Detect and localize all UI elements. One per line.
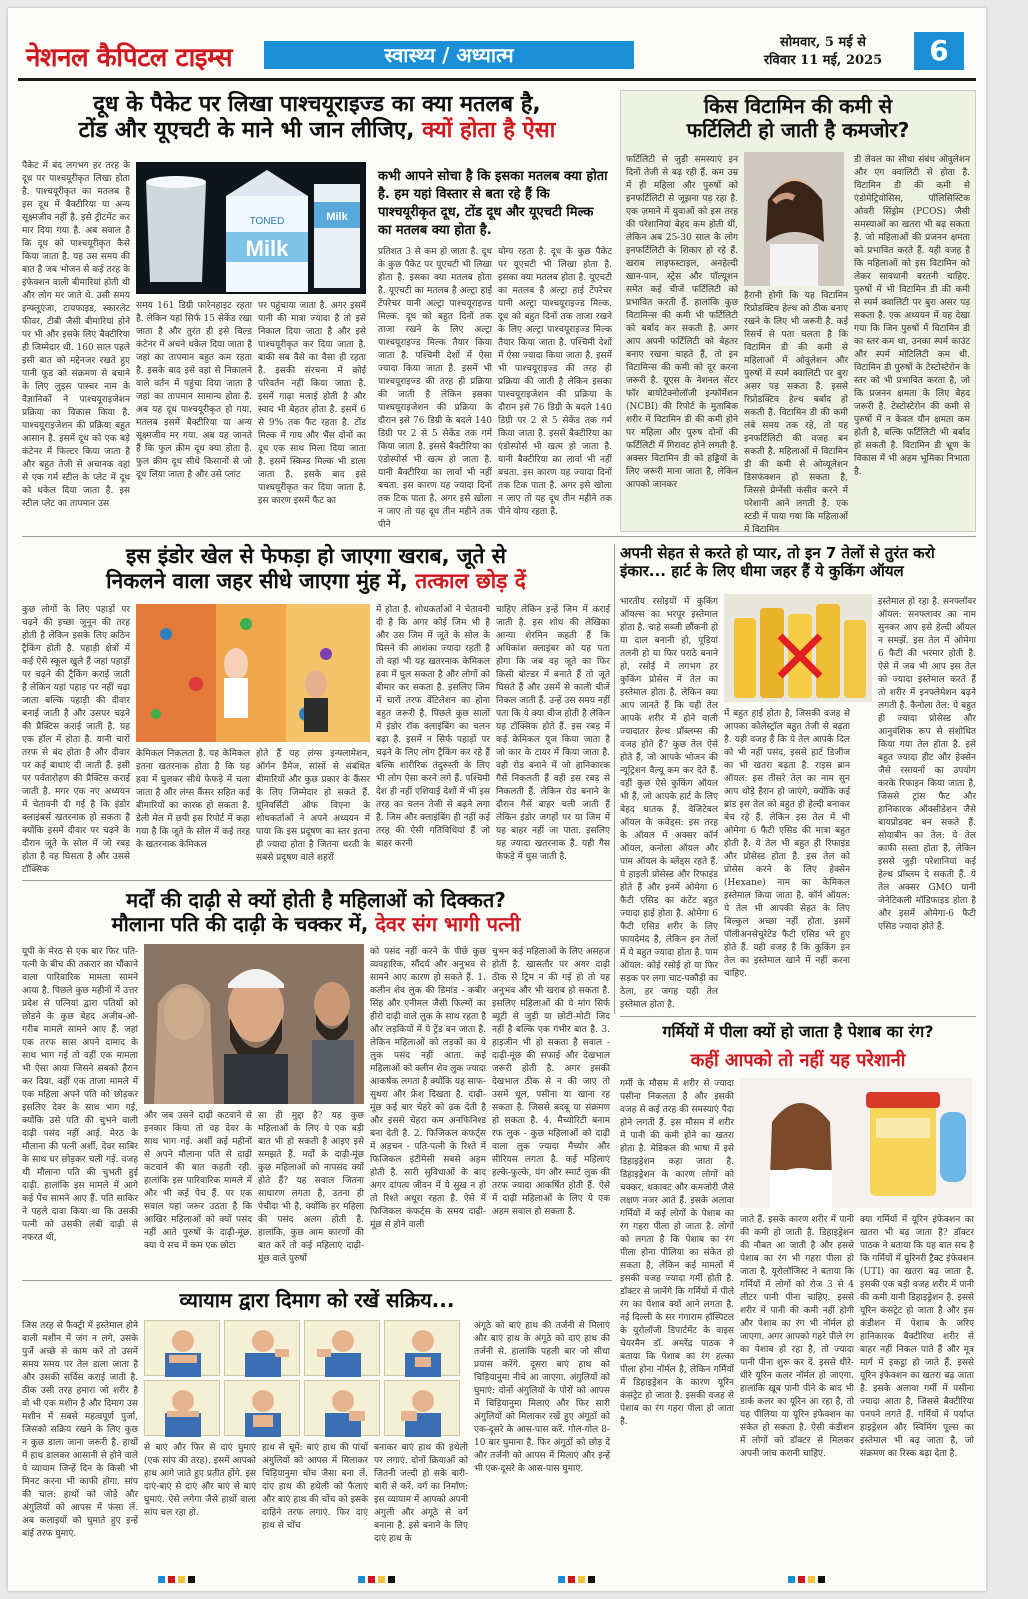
oils-col1: भारतीय रसोइयों में कुकिंग ऑयल्स का भरपूर इस्तेमाल होता है. चाहे सब्जी छौंकनी हो या दाल बनानी हो, पूड़ियां तलनी हो या फिर पराठे बनाने हो, रसोई में लगभग हर कुकिंग प्रोसेस में तेल का इस्तेमाल होता है. लेकिन क्या आप जानते हैं कि यही तेल आपके शरीर में होने वाली ज्यादातर हेल्थ प्रॉब्लम्स की वजह होते हैं? कुछ तेल ऐसे होते हैं, जो आपके भोजन की न्यूट्रिशन वैल्यू कम कर देते हैं. वहीं कुछ ऐसे कुकिंग ऑयल भी हैं, जो आपके हार्ट के लिए बेहद घातक हैं. वेजिटेबल ऑयल के कवेड्स: इस तरह के ऑयल में अक्सर कॉर्न ऑयल, कनोला ऑयल और पाम ऑयल के ब्लेंड्स रहते हैं. ये हाइली प्रोसेस्ड और रिफाइंड होते हैं और इनमें ओमेगा 6 फैटी एसिड का कंटेंट बहुत ज्यादा हाई होता है. ओमेगा 6 फैटी एसिड शरीर के लिए फायदेमंद है, लेकिन इन तेलों में ये बहुत ज्यादा होता है. पाम ऑयल: कोई रसोई हो या फिर सड़क पर लगा चाट-पकौड़ी का ठेला, हर जगह यही तेल इस्तेमाल होता है. bbox=[620, 597, 718, 1010]
beard-col2: और जब उसने दाढ़ी कटवाने से इनकार किया तो वह देवर के साथ भाग गई. अर्शी कई महीनों से अपने मौलाना पति से दाढ़ी कटवाने की बात कहती रही. हालांकि इस पारिवारिक मामले में और भी कई पेच हैं. पर एक सवाल यहां जरूर उठता है कि आखिर महिलाओं को क्यों पसंद नहीं आते पुरुषों के दाढ़ी-मूंछ. क्या ये सच में कम एक छोटा bbox=[144, 1111, 252, 1251]
exercise-figure-1 bbox=[144, 1320, 220, 1376]
section-title: स्वास्थ्य / अध्यात्म bbox=[264, 41, 634, 69]
vitamin-col3: डी लेवल का सीधा संबंध ओवुलेशन और एग क्वालिटी से होता है. विटामिन डी की कमी से एंडोमेट्रियोसिस, पॉलिसिस्टिक ओवरी सिंड्रोम (PCOS) जैसी समस्याओं का खतरा भी बढ़ सकता है. जो महिलाओं की प्रजनन क्षमता को प्रभावित करते हैं. यही वजह है कि महिलाओं को इस विटामिन को लेकर सावधानी बरतनी चाहिए. पुरुषों में भी विटामिन डी की कमी से स्पर्म क्वालिटी पर बुरा असर पड़ सकता है. एक अध्ययन में यह देखा गया कि जिन पुरुषों में विटामिन डी का स्तर कम था, उनका स्पर्म काउंट और स्पर्म मोटिलिटी कम थी. विटामिन डी पुरुषों के टेस्टोस्टेरोन के स्तर को भी प्रभावित करता है, जो कि प्रजनन क्षमता के लिए बेहद जरूरी है. टेस्टोस्टेरोन की कमी से पुरुषों में न केवल यौन क्षमता कम होती है, बल्कि फर्टिलिटी भी बर्बाद हो सकती है. विटामिन डी भ्रूण के विकास में भी अहम भूमिका निभाता है. bbox=[854, 155, 970, 477]
vitamin-headline-line2: फर्टिलिटी हो जाती है कमजोर? bbox=[686, 118, 910, 142]
milk-col1: पैकेट में बंद लगभग हर तरह के दूध पर पाश्चयूरीकृत लिखा होता है. पाश्चयूरीकृत का मतलब है इस दूध में बैक्टीरिया या अन्य सूक्ष्मजीव नहीं है. इसे ट्रीटमेंट कर मार दिया गया है. अब सवाल है कि दूध को पाश्चयूरीकृत कैसे किया जाता है. यह उस समय की बात है जब भोजन से कई तरह के इंफेक्शन वाली बीमारियां होती थी और लोग मर जाते थे. उसी समय इन्फ्लूएंजा, टायफाइड, स्कारलेट फीवर, टीबी जैसी बीमारियां होने पर भी और इसके लिए बैक्टीरिया ही जिम्मेदार थी. 160 साल पहले इसी बात को मद्देनजर रखते हुए पानी फूड को संक्रमण से बचाने के लिए लुइस पास्चर नाम के वैज्ञानिकों ने पाश्चयूराइजेशन प्रक्रिया का विकास किया है. पाश्चयूराइजेशन की प्रक्रिया बहुत आसान है. इसमें दूध को एक बड़े कंटेनर में फिल्टर किया जाता है और बहुत तेजी से अचानक वहां से एक गर्म स्टील के प्लेट में दूध को धकेल दिया जाता है. इस स्टील प्लेट का तापमान उस bbox=[22, 161, 130, 509]
exercise-figure-6 bbox=[224, 1380, 300, 1436]
milk-col2: समय 161 डिग्री फारेनहाइट रहता है. लेकिन यहां सिर्फ 15 सेकेंड रखा जाता है और तुरंत ही इसे चिल्ड कंटेनर में अचने धकेल दिया जाता है जहां का तापमान बहुत कम रहता है. इसके बाद इसे वहां से निकालने वाले वर्तन में पहुंचा दिया जाता है जहां का तापमान सामान्य होता है. अब यह दूध पाश्चयूरीकृत हो गया. मतलब इसमें बैक्टीरिया या अन्य सूक्ष्मजीव मर गया. अब यह जानते हैं कि फुल क्रीम दूध क्या होता है. फुल क्रीम दूध सीधे किसानों से जो दूध लिया जाता है और उसे प्लांट bbox=[136, 301, 252, 480]
beard-headline-line2: मौलाना पति की दाढ़ी के चक्कर में, देवर संग भागी पत्नी bbox=[111, 912, 521, 936]
milk-col3: पर पहुंचाया जाता है. अगर इसमें पानी की मात्रा ज्यादा है तो इसे निकाल दिया जाता है और इसे पाश्चयूरीकृत कर दिया जाता है. बाकी सब वैसे का वैसा ही रहता है. इसकी संरचना में कोई परिवर्तन नहीं किया जाता है. इसमें गाढ़ा मलाई होती है और स्वाद भी बेहतर होता है. इसमें 6 से 9% तक फैट रहता है. टोंड मिल्क में गाय और भैंस दोनों का दूध एक साथ मिला दिया जाता है. इसमें स्किम्ड मिल्क भी डाला जाता है. इसके बाद इसे पाश्चयूरीकृत कर दिया जाता है. इस कारण इसमें फैट का bbox=[258, 301, 366, 506]
beard-col3: सा ही मुद्दा है? यह कुछ महिलाओं के लिए ये एक बड़ी बात भी हो सकती है आइए इसे समझते हैं. मर्दों के दाढ़ी-मूंछ कुछ महिलाओं को नापसंद क्यों होते हैं? यह सवाल जितना साधारण लगता है, उतना ही पेचीदा भी है, क्योंकि हर महिला की पसंद अलग होती है. हालांकि, कुछ आम कारणों की बात करें तो कई महिलाएं दाढ़ी-मूंछ वाले पुरुषों bbox=[258, 1111, 364, 1264]
exercise-figure-5 bbox=[144, 1380, 220, 1436]
issue-date bbox=[738, 34, 908, 70]
print-registration-marks-1 bbox=[158, 1576, 195, 1583]
beard-col4: को पसंद नहीं करने के पीछे कुछ व्यवहारिक, सौंदर्य और अनुभव से सामने आए कारण हो सकते हैं. 1. कलीन शेव लुक की डिमांड - कबीर सिंह और एनीमल जैसी फिल्मों का हीरो दाढ़ी वाले लुक के साथ रहता है और लड़कियों में ये ट्रेंड बन जाता है. लेकिन महिलाओं को लड़कों का ये लुक पसंद नहीं आता. कई महिलाओं को क्लीन शेव लुक ज्यादा आकर्षक लगता है क्योंकि यह साफ-सुथरा और फ्रेश दिखता है. दाढ़ी-मूंछ कई बार चेहरे को ढक देती है और इससे चेहरा कम अनफिनिश्ड बना देती है. 2. फिजिकल कंफर्ट्स में अड़चन - पति-पत्नी के रिश्ते में फिजिकल इंटीमेसी सबसे अहम होती है. सारी सुविधाओं के बाद अगर दांपत्य जीवन में ये सुख न हो तो रिश्ते अधूरा रहता है. ऐसे में फिजिकल कंफर्ट्स के समय दाढ़ी-मूंछ से होने वाली bbox=[370, 947, 486, 1230]
vitamin-col2: हैरानी होगी कि यह विटामिन रिप्रोडक्टिव हेल्थ को ठीक बनाए रखने के लिए भी जरूरी है. कई रिसर्च से पता चलता है कि विटामिन डी की कमी से महिलाओं में ओवुलेशन और पुरुषों में स्पर्म क्वालिटी पर बुरा असर पड़ सकता है. इससे रिप्रोडक्टिव हेल्थ बर्बाद हो सकती है. विटामिन डी की कमी लंबे समय तक रहे, तो यह इनफर्टिलिटी की वजह बन सकती है. महिलाओं में विटामिन डी की कमी से ओव्यूलेशन डिसफंक्शन हो सकता है, जिससे प्रेग्नेंसी कंसीव करने में परेशानी आने लगती है. एक स्टडी में पाया गया कि महिलाओं में विटामिन bbox=[744, 291, 848, 535]
exercise-col3: हाथ से चूमें: बाएं हाथ की पांचों अंगुलियों को आपस में मिलाकर चिड़ियानुमा चोंच जैसा बना लें. दांए हाथ की हथेली को फैलाएं और बाएं हाथ की चोंच को इसके दाहिने तरफ लगाएं. फिर दाएं हाथ से चोंच bbox=[262, 1443, 368, 1531]
urine-headline: गर्मियों में पीला क्यों हो जाता है पेशाब का रंग? bbox=[662, 1022, 934, 1041]
urine-col3: क्या गर्मियों में यूरिन इंफेक्शन का खतरा भी बढ़ जाता है? डॉक्टर पाठक ने बताया कि यह बात सच है कि गर्मियों में यूरिनरी ट्रैक्ट इंफेक्शन (UTI) का खतरा बढ़ जाता है. इसकी एक बड़ी वजह शरीर में पानी की कमी यानी डिहाइड्रेशन है. इससे यूरिन कंसंट्रेट हो जाता है और इस कंडीशन में पेशाब के जरिए हानिकारक बैक्टीरिया शरीर से बाहर नहीं निकल पाते हैं और मूत्र मार्ग में इकट्ठा हो जाते हैं. इससे यूरिन इंफेक्शन का खतरा बढ़ जाता है. इसके अलावा गर्मी में पसीना ज्यादा आता है, जिससे बैक्टीरिया पनपने लगते हैं. गर्मियों में पर्याप्त हाइड्रेशन और स्विमिंग पूल्स का इस्तेमाल भी बढ़ जाता है, जो संक्रमण का रिस्क बढ़ा देता है. bbox=[860, 1215, 974, 1459]
newspaper-page bbox=[8, 8, 986, 1591]
issue-date-line2: रविवार 11 मई, 2025 bbox=[763, 53, 883, 68]
milk-carton-label: Milk bbox=[245, 236, 289, 261]
milk-carton-label-toned: TONED bbox=[249, 216, 285, 227]
milk-headline bbox=[22, 92, 612, 145]
print-registration-marks-3 bbox=[558, 1576, 595, 1583]
row-divider-1 bbox=[22, 536, 976, 537]
vitamin-headline bbox=[624, 94, 972, 142]
masthead bbox=[18, 26, 976, 82]
exercise-col1: जिस तरह से फैक्ट्री में इस्तेमाल होने वाली मशीन में जंग न लगे, उसके पुर्जे अच्छे से काम करें तो उसमें समय समय पर तेल डाला जाता है और उसकी सर्विस कराई जाती है. ठीक उसी तरह हमारा जो शरीर है वो भी एक मशीन है और दिमाग उस मशीन में सबसे महत्वपूर्ण पुर्जा, जिसको सक्रिय रखने के लिए कुछ न कुछ डाला जाना जरूरी है. हाथों में हाथ डालकर आसानी से होने वाले ये व्यायाम जिन्हें दिन के किसी भी मिनट करना भी काफी होगा. सांप की चाल: हाथों को जोड़ें और अंगुलियों को आपस में फंसा लें. अब कलाइयों को घुमाते हुए इन्हें बांई तरफ घुमाएं. bbox=[22, 1321, 138, 1539]
row-divider-4 bbox=[22, 1280, 612, 1281]
vitamin-photo bbox=[744, 152, 844, 286]
oils-col2: में बहुत हाई होता है, जिसकी वजह से आपका कोलेस्ट्रॉल बहुत तेजी से बढ़ता है. यही वजह है कि ये तेल आपके दिल को भी नहीं पसंद, इससे हार्ट डिजीज का भी खतरा बढ़ता है. राइस ब्रान ऑयल: इस तीसरे तेल का नाम सुन आप थोड़े हैरान हो जाएंगे, क्योंकि कई ब्रांड इस तेल को बहुत ही हेल्दी बनाकर बेच रहे हैं. लेकिन इस तेल में भी ओमेगा 6 फैटी एसिड की मात्रा बहुत होती है. ये तेल भी बहुत ही रिफाइंड और प्रोसेस्ड होता है. इस तेल को प्रोसेस करने के लिए हेक्सेन (Hexane) नाम का केमिकल इस्तेमाल किया जाता है. कॉर्न ऑयल: ये तेल भी आपकी सेहत के लिए बिल्कुल अच्छा नहीं होता. इसमें पॉलीअनसेचुरेटेड फैटी एसिड भरे हुए होते हैं. यही वजह है कि कुकिंग इन तेल का इस्तेमाल खाने में नहीं करना चाहिए. bbox=[724, 709, 850, 979]
exercise-figure-8 bbox=[384, 1380, 460, 1436]
climbing-col5: चाहिए लेकिन इन्हें जिम में कराई जाती है. इस शोध की लेखिका आन्या शेरमिन कहती हैं कि अधिकांश क्लाइंबर को यह पता होगा कि जब वह जूते का फिर किसी बोल्डर में बनाते हैं तो जूते घिसते हैं और उसमें से काली चीजें निकल जाती हैं. उन्हें उस समय नहीं पता कि ये क्या चीज होती है लेकिन यह टॉक्सिक होते हैं. इस रबड़ में कई केमिकल यूज किया जाता है जो कार के टायर में किया जाता है. वही रोड बनाने में जो हानिकारक गैसें निकलती हैं वही इस रबड़ से निकलती हैं. लेकिन रोड बनाने के दौरान गैसें बाहर चली जाती हैं लेकिन इंडोर जगहों पर या जिम में यह बाहर नहीं जा पाता. इसलिए यह ज्यादा खतरनाक है. यही गैस फेफड़े में घुस जाती है. bbox=[496, 605, 610, 862]
exercise-figure-7 bbox=[304, 1380, 380, 1436]
beard-headline bbox=[22, 888, 610, 936]
milk-photo bbox=[136, 162, 366, 294]
climbing-col4: में होता है. शोधकर्ताओं ने चेतावनी दी है कि अगर कोई जिम भी है और उस जिम में जूते के सोल के घिसने की आशंका ज्यादा रहती है तो वहां भी यह खतरनाक केमिकल हवा में घुल सकता है और लोगों को बीमार कर सकता है. इसलिए जिम में चारों तरफ वेंटिलेशन का होना बहुत जरूरी है. पिछले कुछ सालों में इंडोर रॉक क्लाइंबिंग का चलन बढ़ा है. इसमें न सिर्फ पहाड़ों पर चढ़ने के लिए लोग ट्रैकिंग कर रहे हैं बल्कि शारीरिक तंदुरुस्ती के लिए भी लोग ऐसा करने लगे हैं. पश्चिमी देश ही नहीं एशियाई देशों में भी इस तरह का चलन तेजी से बढ़ने लगा है. जिम और क्लाइंबिंग ही नहीं कई तरह की ऐसी गतिविधियां हैं जो बाहर करनी bbox=[376, 605, 490, 849]
climbing-col3: होते हैं यह लंग्स इन्फ्लामेशन, ऑर्गन डैमेज, सांसों से संबंधित बीमारियों और कुछ प्रकार के कैंसर के लिए जिम्मेदार हो सकते हैं. यूनिवर्सिटी ऑफ विएना के शोधकर्ताओं ने अपने अध्ययन में पाया कि इस प्रदूषण का स्तर इतना ही ज्यादा होता है जितना धरती के सबसे प्रदूषण वाले शहरों bbox=[256, 749, 370, 863]
vitamin-headline-line1: किस विटामिन की कमी से bbox=[703, 94, 893, 118]
milk-headline-line1: दूध के पैकेट पर लिखा पाश्चयूराइज्ड का क्या मतलब है, bbox=[93, 92, 541, 117]
exercise-col4: बनाकर बाएं हाथ की हथेली पर लगाएं. दोनों क्रियाओं को जितनी जल्दी हो सके बारी-बारी से करें. वर्ग का निर्माण: इस व्यायाम में आपको अपनी अंगुली और अंगूठे से वर्ग बनाना है. इसे बनाने के लिए दाएं हाथ के bbox=[374, 1443, 468, 1544]
oils-headline-line1: अपनी सेहत से करते हो प्यार, तो इन 7 तेलों से तुरंत करो bbox=[620, 544, 935, 562]
urine-col1: गर्मी के मौसम में शरीर से ज्यादा पसीना निकलता है और इसकी वजह से कई तरह की समस्याएं पैदा होने लगती हैं. इस मौसम में शरीर में पानी की कमी होने का खतरा होता है. मेडिकल की भाषा में इसे डिहाइड्रेशन कहा जाता है. डिहाइड्रेशन के कारण लोगों को चक्कर, थकावट और कमजोरी जैसे लक्षण नजर आते हैं. इसके अलावा गर्मियों में कई लोगों के पेशाब का रंग गहरा पीला हो जाता है. लोगों को लगता है कि पेशाब का रंग पीला होना पीलिया का संकेत हो सकता है, लेकिन कई मामलों में इसकी वजह ज्यादा गर्मी होती है. डॉक्टर से जानेंगे कि गर्मियों में पीले रंग का पेशाब क्यों आने लगता है. नई दिल्ली के सर गंगाराम हॉस्पिटल के यूरोलॉजी डिपार्टमेंट के वाइस चेयरमैन डॉ. अमरेंद्र पाठक ने बताया कि पेशाब का रंग हल्का पीला होना नॉर्मल है, लेकिन गर्मियों में डिहाइड्रेशन के कारण यूरिन कंसंट्रेट हो जाता है. इसकी वजह से पेशाब का रंग गहरा पीला हो जाता है. bbox=[620, 1079, 734, 1427]
masthead-rule bbox=[18, 78, 976, 81]
climbing-headline bbox=[22, 544, 610, 594]
climbing-headline-line2: निकलने वाला जहर सीधे जाएगा मुंह में, तत्काल छोड़ दें bbox=[106, 569, 526, 594]
exercise-figure-2 bbox=[224, 1320, 300, 1376]
beard-photo bbox=[144, 944, 364, 1104]
climbing-headline-line1: इस इंडोर खेल से फेफड़ा हो जाएगा खराब, जूते से bbox=[126, 544, 506, 568]
beard-headline-red: देवर संग भागी पत्नी bbox=[375, 912, 521, 936]
climbing-photo bbox=[136, 604, 370, 742]
milk-headline-red: क्यों होता है ऐसा bbox=[422, 118, 556, 144]
exercise-headline: व्यायाम द्वारा दिमाग को रखें सक्रिय... bbox=[179, 1288, 455, 1312]
svg-text:Milk: Milk bbox=[326, 211, 348, 223]
climbing-col1: कुछ लोगों के लिए पहाड़ों पर चढ़ने की इच्छा जुनून की तरह होती है लेकिन इसके लिए कठिन ट्रैकिंग होती है. पहाड़ी क्षेत्रों में कई ऐसे स्कूल खुले हैं जहां पहाड़ों पर चढ़ने की ट्रैकिंग कराई जाती है लेकिन यहां पहाड़ पर नहीं चढ़ा जाता बल्कि पहाड़ी की दीवार बनाई जाती है और उसपर चढ़ने की प्रैक्टिस कराई जाती है. यह एक हॉल में होता है. यानी चारों तरफ से बंद होता है और दीवार पर कई बाधाएं दी जाती हैं. इसी पर पर्वतारोहण की प्रैक्टिस कराई जाती है. मगर एक नए अध्ययन में चेतावनी दी गई है कि इंडोर क्लाइंबर्स खतरनाक हो सकता है क्योंकि इसमें दीवार पर चढ़ने के दौरान जूते के सोल में जो रबड़ होता है वह घिसता है और उससे टॉक्सिक bbox=[22, 605, 130, 875]
milk-headline-line2: टोंड और यूएचटी के माने भी जान लीजिए, क्यों होता है ऐसा bbox=[78, 118, 556, 144]
milk-col4: प्रतिशत 3 से कम हो जाता है. दूध के कुछ पैकेट पर यूएचटी भी लिखा होता है. इसका क्या मतलब होता है. यूएचटी का मतलब है अल्ट्रा हाई टेंपरेचर यानी अल्ट्रा पाश्चयूराइज्ड मिल्क. दूध को बहुत दिनों तक ताजा रखने के लिए अल्ट्रा पाश्चयूराइज्ड मिल्क तैयार किया जाता है. पश्चिमी देशों में ऐसा ज्यादा किया जाता है. इसमें भी पाश्चयूराइज्ड की तरह ही प्रक्रिया की जाती है लेकिन इसका पाश्चयूराइजेशन की प्रक्रिया के दौरान इसे 76 डिग्री के बदले 140 डिग्री पर 2 से 5 सेकेंड तक गर्म किया जाता है. इससे बैक्टीरिया का एंडोस्पोर्स भी खत्म हो जाता है. यानी बैक्टीरिया का लार्वा भी नहीं बचता. इस कारण यह ज्यादा दिनों तक टिक पाता है. अगर इसे खोला न जाए तो यह दूध तीन महीने तक पीने bbox=[378, 247, 492, 530]
beard-col1: यूपी के मेरठ से एक बार फिर पति-पत्नी के बीच की तकरार का चौंकाने वाला पारिवारिक मामला सामने आया है. पिछले कुछ महीनों में उत्तर प्रदेश से पत्नियां द्वारा पतियों को छोड़ने के कुछ बेहद अजीब-ओ-गरीब मामले सामने आए हैं. जहां एक तरफ सास अपने दामाद के साथ भाग गई तो वहीं एक मामला भी ऐसा आया जिसने सबको हैरान कर दिया. वहीं एक ताजा मामले में एक महिला अपने पति को छोड़कर इसलिए देवर के साथ भाग गई, क्योंकि उसे पति की चुभने वाली दाढ़ी पसंद नहीं आई. मेरठ के मौलाना की पत्नी अर्शी, देवर साबिर के साथ घर छोड़कर चली गई. वजह थी मौलाना पति की चुभती हुई दाढ़ी. हालांकि इस मामले में आगे कई पेंच सामने आए हैं. पति साकिर ने पहले दावा किया था कि उसकी पत्नी को उसकी लंबी दाढ़ी से नफरत थी, bbox=[22, 947, 138, 1243]
vitamin-col1: फर्टिलिटी से जुड़ी समस्याएं इन दिनों तेजी से बढ़ रही हैं. कम उम्र में ही महिला और पुरुषों को इनफर्टिलिटी से जूझना पड़ रहा है. एक ज़माने में युवाओं को इस तरह की परेशानियां बेहद कम होती थीं, लेकिन अब 25-30 साल के लोग इनफर्टिलिटी के शिकार हो रहे हैं. खराब लाइफस्टाइल, अनहेल्दी खान-पान, स्ट्रेस और पॉल्यूशन समेत कई चीजें फर्टिलिटी को प्रभावित करती हैं. हालांकि कुछ विटामिन्स की कमी भी फर्टिलिटी को बर्बाद कर सकती है. अगर आप अपनी फर्टिलिटी को बेहतर बनाए रखना चाहते हैं, तो इन विटामिन्स की कमी को दूर करना जरूरी है. यूएस के नेशनल सेंटर फॉर बायोटेक्नोलॉजी इन्फॉर्मेशन (NCBI) की रिपोर्ट के मुताबिक शरीर में विटामिन डी की कमी होने पर महिला और पुरुष दोनों की फर्टिलिटी में गिरावट होने लगती है. अक्सर विटामिन डी को हड्डियों के लिए जरूरी माना जाता है, लेकिन आपको जानकर bbox=[626, 155, 738, 490]
issue-date-line1: सोमवार, 5 मई से bbox=[780, 35, 866, 50]
milk-col5: योग्य रहता है. दूध के कुछ पैकेट पर यूएचटी भी लिखा होता है. इसका क्या मतलब होता है. यूएचटी का मतलब है अल्ट्रा हाई टेंपरेचर यानी अल्ट्रा पाश्चयूराइज्ड मिल्क. दूध को बहुत दिनों तक ताजा रखने के लिए अल्ट्रा पाश्चयूराइज्ड मिल्क तैयार किया जाता है. पश्चिमी देशों में ऐसा ज्यादा किया जाता है. इसमें भी पाश्चयूराइज्ड की तरह ही प्रक्रिया की जाती है लेकिन इसका पाश्चयूराइजेशन की प्रक्रिया के दौरान इसे 76 डिग्री के बदले 140 डिग्री पर 2 से 5 सेकेंड तक गर्म किया जाता है. इससे बैक्टीरिया का एंडोस्पोर्स भी खत्म हो जाता है. यानी बैक्टीरिया का लार्वा भी नहीं बचता. इस कारण यह ज्यादा दिनों तक टिक पाता है. अगर इसे खोला न जाए तो यह दूध तीन महीने तक पीने योग्य रहता है. bbox=[498, 247, 612, 517]
beard-col5: चुभन कई महिलाओं के लिए असहज होती है. खासतौर पर अगर दाढ़ी ठीक से ट्रिम न की गई हो तो यह अनुभव और भी खराब हो सकता है. इसलिए महिलाओं की ये मांग सिर्फ ब्यूटी से जुड़ी या छोटी-मोटी जिद नहीं है बल्कि एक गंभीर बात है. 3. हाइजीन भी हो सकता है सवाल - दाढ़ी-मूंछ की सफाई और देखभाल जरूरी होती है. अगर इसकी देखभाल ठीक से न की जाए तो उसमें धूल, पसीना या खाना रह सकता है. जिससे बदबू या संक्रमण हो सकता है. 4. मैच्योरिटी बनाम रफ लुक - कुछ महिलाओं को दाढ़ी वाला लुक ज्यादा मैच्योर और सीरियस लगता है. कई महिलाएं हल्के-फुल्के, यंग और स्मार्ट लुक की तरफ ज्यादा आकर्षित होती हैं. ऐसे में दाढ़ी महिलाओं के लिए ये एक अहम सवाल हो सकता है. bbox=[492, 947, 610, 1217]
exercise-col2: से बाएं और फिर से दाएं घुमाएं (एक सांप की तरह). इसमें आपको हाथ आगे जाते हुए प्रतीत होंगे. इस दाएं-बाएं से दाएं और बाएं से बाएं घुमाएं. ऐसे लगेगा जैसे हाथों वाला सांप चल रहा हो. bbox=[144, 1443, 256, 1518]
climbing-headline-red: तत्काल छोड़ दें bbox=[415, 569, 526, 594]
oils-col3: इस्तेमाल हो रहा है. सनफ्लॉवर ऑयल: सनफ्लावर का नाम सुनकर आप इसे हेल्दी ऑयल न समझें. इस तेल में ओमेगा 6 फैटी की भरमार होती है. ऐसे में जब भी आप इस तेल को ज्यादा इस्तेमाल करते हैं तो शरीर में इनफ्लेमेशन बढ़ने लगती है. कैनोला तेल: ये बहुत ही ज्यादा प्रोसेस्ड और आनुवंशिक रूप से संशोधित किया गया तेल होता है. इसे बहुत ज्यादा हीट और हेक्सेन जैसे रसायनों का उपयोग करके रिफाइन किया जाता है, जिससे ट्रांस फैट और हानिकारक ऑक्सीडेशन जैसे बायप्रोडक्ट बन सकते हैं. सोयाबीन का तेल: ये तेल काफी सस्ता होता है, लेकिन इससे जुड़ी परेशानियां कई हेल्थ प्रॉब्लम दे सकती हैं. ये तेल अक्सर GMO यानी जेनेटिकली मॉडिफाइड होता है और इसमें ओमेगा-6 फैटी एसिड ज्यादा होते हैं. bbox=[878, 597, 976, 932]
exercise-figure-4 bbox=[384, 1320, 460, 1376]
print-registration-marks-2 bbox=[358, 1576, 395, 1583]
page-number: 6 bbox=[914, 32, 964, 70]
newspaper-brand: नेशनल कैपिटल टाइम्स bbox=[26, 43, 233, 73]
beard-headline-line1: मर्दों की दाढ़ी से क्यों होती है महिलाओं को दिक्कत? bbox=[126, 888, 506, 912]
climbing-col2: केमिकल निकलता है. यह केमिकल इतना खतरनाक होता है कि यह हवा में घुलकर सीधे फेफड़े में चला जाता है और लंग्स कैंसर सहित कई बीमारियों का कारक हो सकता है. डेली मेल में छपी इस रिपोर्ट में कहा गया है कि जूते के सोल में कई तरह के खतरनाक केमिकल bbox=[136, 749, 250, 850]
column-divider bbox=[614, 544, 615, 1014]
oils-headline-line2: इंकार... हार्ट के लिए धीमा जहर हैं ये कुकिंग ऑयल bbox=[620, 562, 904, 580]
oils-headline bbox=[620, 544, 976, 580]
urine-col2: जाते हैं. इसके कारण शरीर में पानी की कमी हो जाती है. डिहाइड्रेशन की नौबत आ जाती है और इससे पेशाब का रंग भी गहरा पीला हो जाता है. यूरोलॉजिस्ट ने बताया कि गर्मियों में लोगों को रोज 3 से 4 लीटर पानी पीना चाहिए. इससे शरीर में पानी की कमी नहीं होगी और पेशाब का रंग भी नॉर्मल हो जाएगा. अगर आपको गहरे पीले रंग का पेशाब हो रहा है, तो ज्यादा पानी पीना शुरू कर दें. इससे धीरे-धीरे यूरिन कलर नॉर्मल हो जाएगा. हालांकि खूब पानी पीने के बाद भी डार्क कलर का यूरिन आ रहा है, तो यह पीलिया या यूरिन इंफेक्शन का संकेत हो सकता है. ऐसी कंडीशन में लोगों को डॉक्टर से मिलकर अपनी जांच करानी चाहिए. bbox=[740, 1215, 854, 1459]
row-divider-3 bbox=[620, 1016, 976, 1017]
row-divider-2 bbox=[22, 880, 612, 881]
oils-photo bbox=[724, 594, 872, 702]
urine-photo bbox=[740, 1078, 972, 1208]
milk-lead: कभी आपने सोचा है कि इसका मतलब क्या होता है. हम यहां विस्तार से बता रहे हैं कि पाश्चयूरीकृत दूध, टोंड दूध और यूएचटी मिल्क का मतलब क्या होता है. bbox=[378, 169, 608, 238]
print-registration-marks-4 bbox=[788, 1576, 825, 1583]
urine-subheadline: कहीं आपको तो नहीं यह परेशानी bbox=[690, 1050, 906, 1071]
exercise-figure-3 bbox=[304, 1320, 380, 1376]
exercise-col5: अंगूठे को बाएं हाथ की तर्जनी से मिलाएं और बाएं हाथ के अंगूठे को दाएं हाथ की तर्जनी से. हालांकि पहली बार जो सीधा प्रयास करेंगे. दूसरा बाएं हाथ को चिड़ियानुमा नीचे आ जाएगा. अंगुलियों को घुमाएं: दोनों अंगुलियों के पोरों को आपस में चिड़ियानुमा मिलाएं और फिर सारी अंगुलियों को मिलाकर रखें हुए अंगूठों को एक-दूसरे के आस-पास करें. गोल-गोल 8-10 बार घुमाना है. फिर अंगूठों को छोड़ दें और तर्जनी को आपस में मिलाएं और इन्हें भी एक-दूसरे के आस-पास घुमाएं. bbox=[474, 1321, 610, 1474]
